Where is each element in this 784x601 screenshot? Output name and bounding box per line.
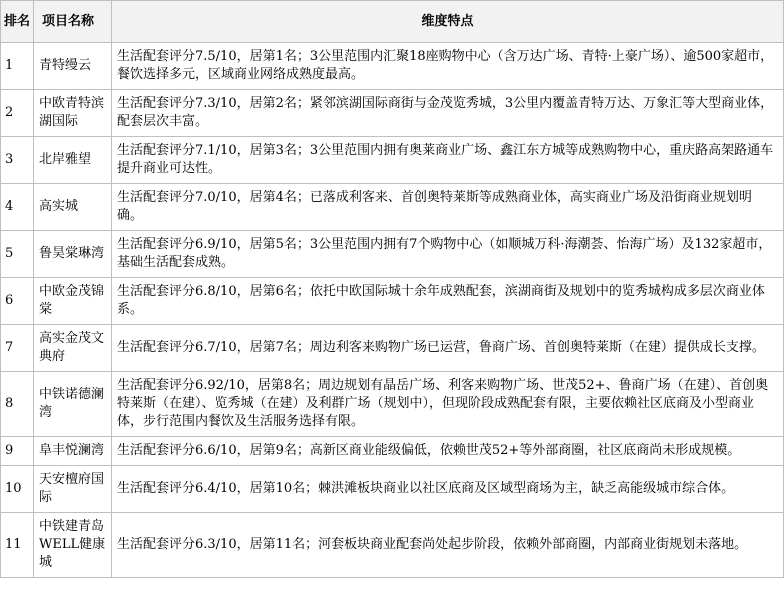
header-name: 项目名称 (34, 1, 112, 43)
table-row (1, 278, 784, 325)
project-name-cell: 高实城 (34, 184, 112, 231)
rank-cell: 2 (1, 90, 34, 137)
table-row (1, 437, 784, 466)
rank-cell: 4 (1, 184, 34, 231)
project-name-cell: 中铁建青岛WELL健康城 (34, 513, 112, 578)
rank-cell: 9 (1, 437, 34, 466)
table-row (1, 43, 784, 90)
header-features: 维度特点 (112, 1, 784, 43)
features-cell: 生活配套评分6.92/10，居第8名；周边规划有晶岳广场、利客来购物广场、世茂52+、鲁商广场（在建）、首创奥特莱斯（在建）、览秀城（在建）及利群广场（规划中），但现阶段成熟配套有限，主要依赖社区底商及小型商业体，步行范围内餐饮及生活服务选择有限。 (112, 372, 784, 437)
features-cell: 生活配套评分7.0/10，居第4名；已落成利客来、首创奥特莱斯等成熟商业体，高实商业广场及沿街商业规划明确。 (112, 184, 784, 231)
features-cell: 生活配套评分7.5/10，居第1名；3公里范围内汇聚18座购物中心（含万达广场、青特·上豪广场）、逾500家超市，餐饮选择多元，区域商业网络成熟度最高。 (112, 43, 784, 90)
project-name-cell: 北岸雅望 (34, 137, 112, 184)
header-rank: 排名 (1, 1, 34, 43)
features-cell: 生活配套评分6.7/10，居第7名；周边利客来购物广场已运营，鲁商广场、首创奥特莱斯（在建）提供成长支撑。 (112, 325, 784, 372)
rank-cell: 7 (1, 325, 34, 372)
features-cell: 生活配套评分6.8/10，居第6名；依托中欧国际城十余年成熟配套，滨湖商街及规划中的览秀城构成多层次商业体系。 (112, 278, 784, 325)
project-name-cell: 中欧金茂锦棠 (34, 278, 112, 325)
rank-cell: 10 (1, 466, 34, 513)
features-cell: 生活配套评分6.3/10，居第11名；河套板块商业配套尚处起步阶段，依赖外部商圈，内部商业街规划未落地。 (112, 513, 784, 578)
rank-cell: 1 (1, 43, 34, 90)
rank-cell: 8 (1, 372, 34, 437)
table-row (1, 466, 784, 513)
table-row (1, 513, 784, 578)
table-row (1, 137, 784, 184)
table-row (1, 184, 784, 231)
project-name-cell: 天安檀府国际 (34, 466, 112, 513)
features-cell: 生活配套评分7.3/10，居第2名；紧邻滨湖国际商街与金茂览秀城，3公里内覆盖青特万达、万象汇等大型商业体，配套层次丰富。 (112, 90, 784, 137)
features-cell: 生活配套评分6.6/10，居第9名；高新区商业能级偏低，依赖世茂52+等外部商圈，社区底商尚未形成规模。 (112, 437, 784, 466)
rank-cell: 6 (1, 278, 34, 325)
rank-cell: 5 (1, 231, 34, 278)
table-row (1, 231, 784, 278)
features-cell: 生活配套评分7.1/10，居第3名；3公里范围内拥有奥莱商业广场、鑫江东方城等成熟购物中心，重庆路高架路通车提升商业可达性。 (112, 137, 784, 184)
table-row (1, 90, 784, 137)
project-name-cell: 鲁昊棠琳湾 (34, 231, 112, 278)
project-name-cell: 中铁诺德澜湾 (34, 372, 112, 437)
project-name-cell: 中欧青特滨湖国际 (34, 90, 112, 137)
features-cell: 生活配套评分6.9/10，居第5名；3公里范围内拥有7个购物中心（如顺城万科·海潮荟、怡海广场）及132家超市，基础生活配套成熟。 (112, 231, 784, 278)
project-name-cell: 阜丰悦澜湾 (34, 437, 112, 466)
header-row (1, 1, 784, 43)
project-name-cell: 青特缦云 (34, 43, 112, 90)
project-name-cell: 高实金茂文典府 (34, 325, 112, 372)
rank-cell: 3 (1, 137, 34, 184)
table-row (1, 325, 784, 372)
rank-cell: 11 (1, 513, 34, 578)
features-cell: 生活配套评分6.4/10，居第10名；棘洪滩板块商业以社区底商及区域型商场为主，缺乏高能级城市综合体。 (112, 466, 784, 513)
table-row (1, 372, 784, 437)
